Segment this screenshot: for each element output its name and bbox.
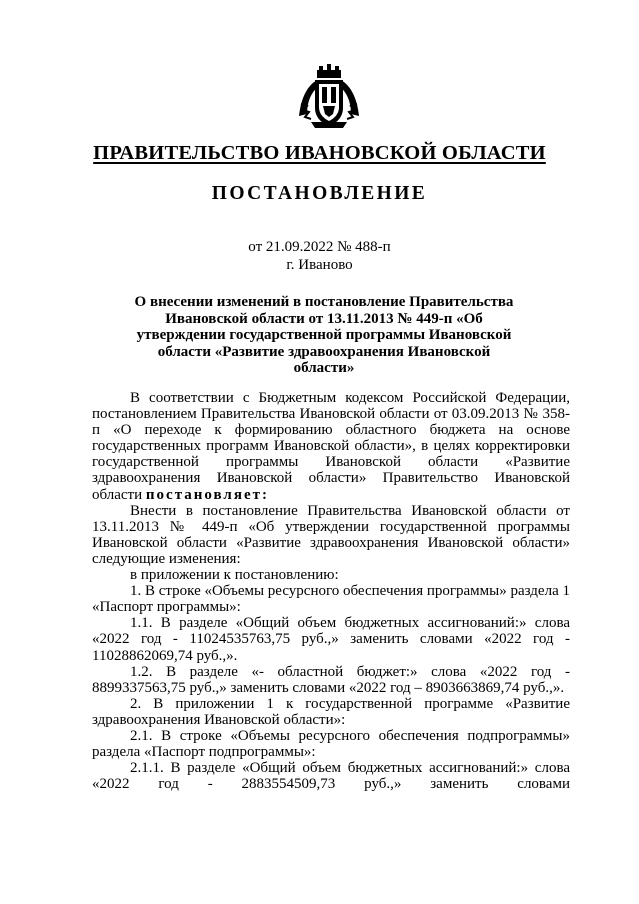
paragraph-item-2-1: 2.1. В строке «Объемы ресурсного обеспечения подпрограммы» раздела «Паспорт подпрограммы»:	[92, 727, 570, 761]
document-body	[92, 390, 570, 792]
city: г. Иваново	[286, 257, 353, 273]
paragraph-item-1-1: 1.1. В разделе «Общий объем бюджетных ассигнований:» слова «2022 год - 11024535763,75 руб.,» заменить словами «2022 год - 11028862069,74 руб.,».	[92, 615, 570, 664]
paragraph-amend: Внести в постановление Правительства Ивановской области от 13.11.2013 № 449-п «Об утверждении государственной программы Ивановской области «Развитие здравоохранения Ивановской области» следующие изменения:	[92, 502, 570, 567]
date-number: от 21.09.2022 № 488-п	[248, 239, 391, 255]
paragraph-item-1: 1. В строке «Объемы ресурсного обеспечения программы» раздела 1 «Паспорт программы»:	[92, 583, 570, 616]
paragraph-preamble	[92, 390, 570, 503]
document-type: ПОСТАНОВЛЕНИЕ	[211, 183, 428, 204]
document-meta	[0, 238, 639, 274]
paragraph-item-2: 2. В приложении 1 к государственной программе «Развитие здравоохранения Ивановской области»:	[92, 695, 570, 728]
paragraph-annex: в приложении к постановлению:	[130, 567, 339, 584]
document-title: О внесении изменений в постановление Правительства Ивановской области от 13.11.2013 № 449-п «Об утверждении государственной программы Ивановской области «Развитие здравоохранения Ивановской области»	[134, 294, 514, 376]
government-name: ПРАВИТЕЛЬСТВО ИВАНОВСКОЙ ОБЛАСТИ	[93, 142, 546, 164]
paragraph-item-2-1-1: 2.1.1. В разделе «Общий объем бюджетных ассигнований:» слова «2022 год - 2883554509,73 руб.,» заменить словами	[92, 760, 570, 793]
preamble-text: В соответствии с Бюджетным кодексом Российской Федерации, постановлением Правительства Ивановской области от 03.09.2013 № 358-п «О переходе к формированию областного бюджета на основе государственных программ Ивановской области», в целях корректировки государственной программы Ивановской области «Развитие здравоохранения Ивановской области» Правительство Ивановской области	[92, 390, 570, 503]
coat-of-arms-emblem	[297, 64, 361, 130]
resolves-word: постановляет:	[145, 486, 269, 503]
paragraph-item-1-2: 1.2. В разделе «- областной бюджет:» слова «2022 год - 8899337563,75 руб.,» заменить словами «2022 год – 8903663869,74 руб.,».	[92, 663, 570, 696]
